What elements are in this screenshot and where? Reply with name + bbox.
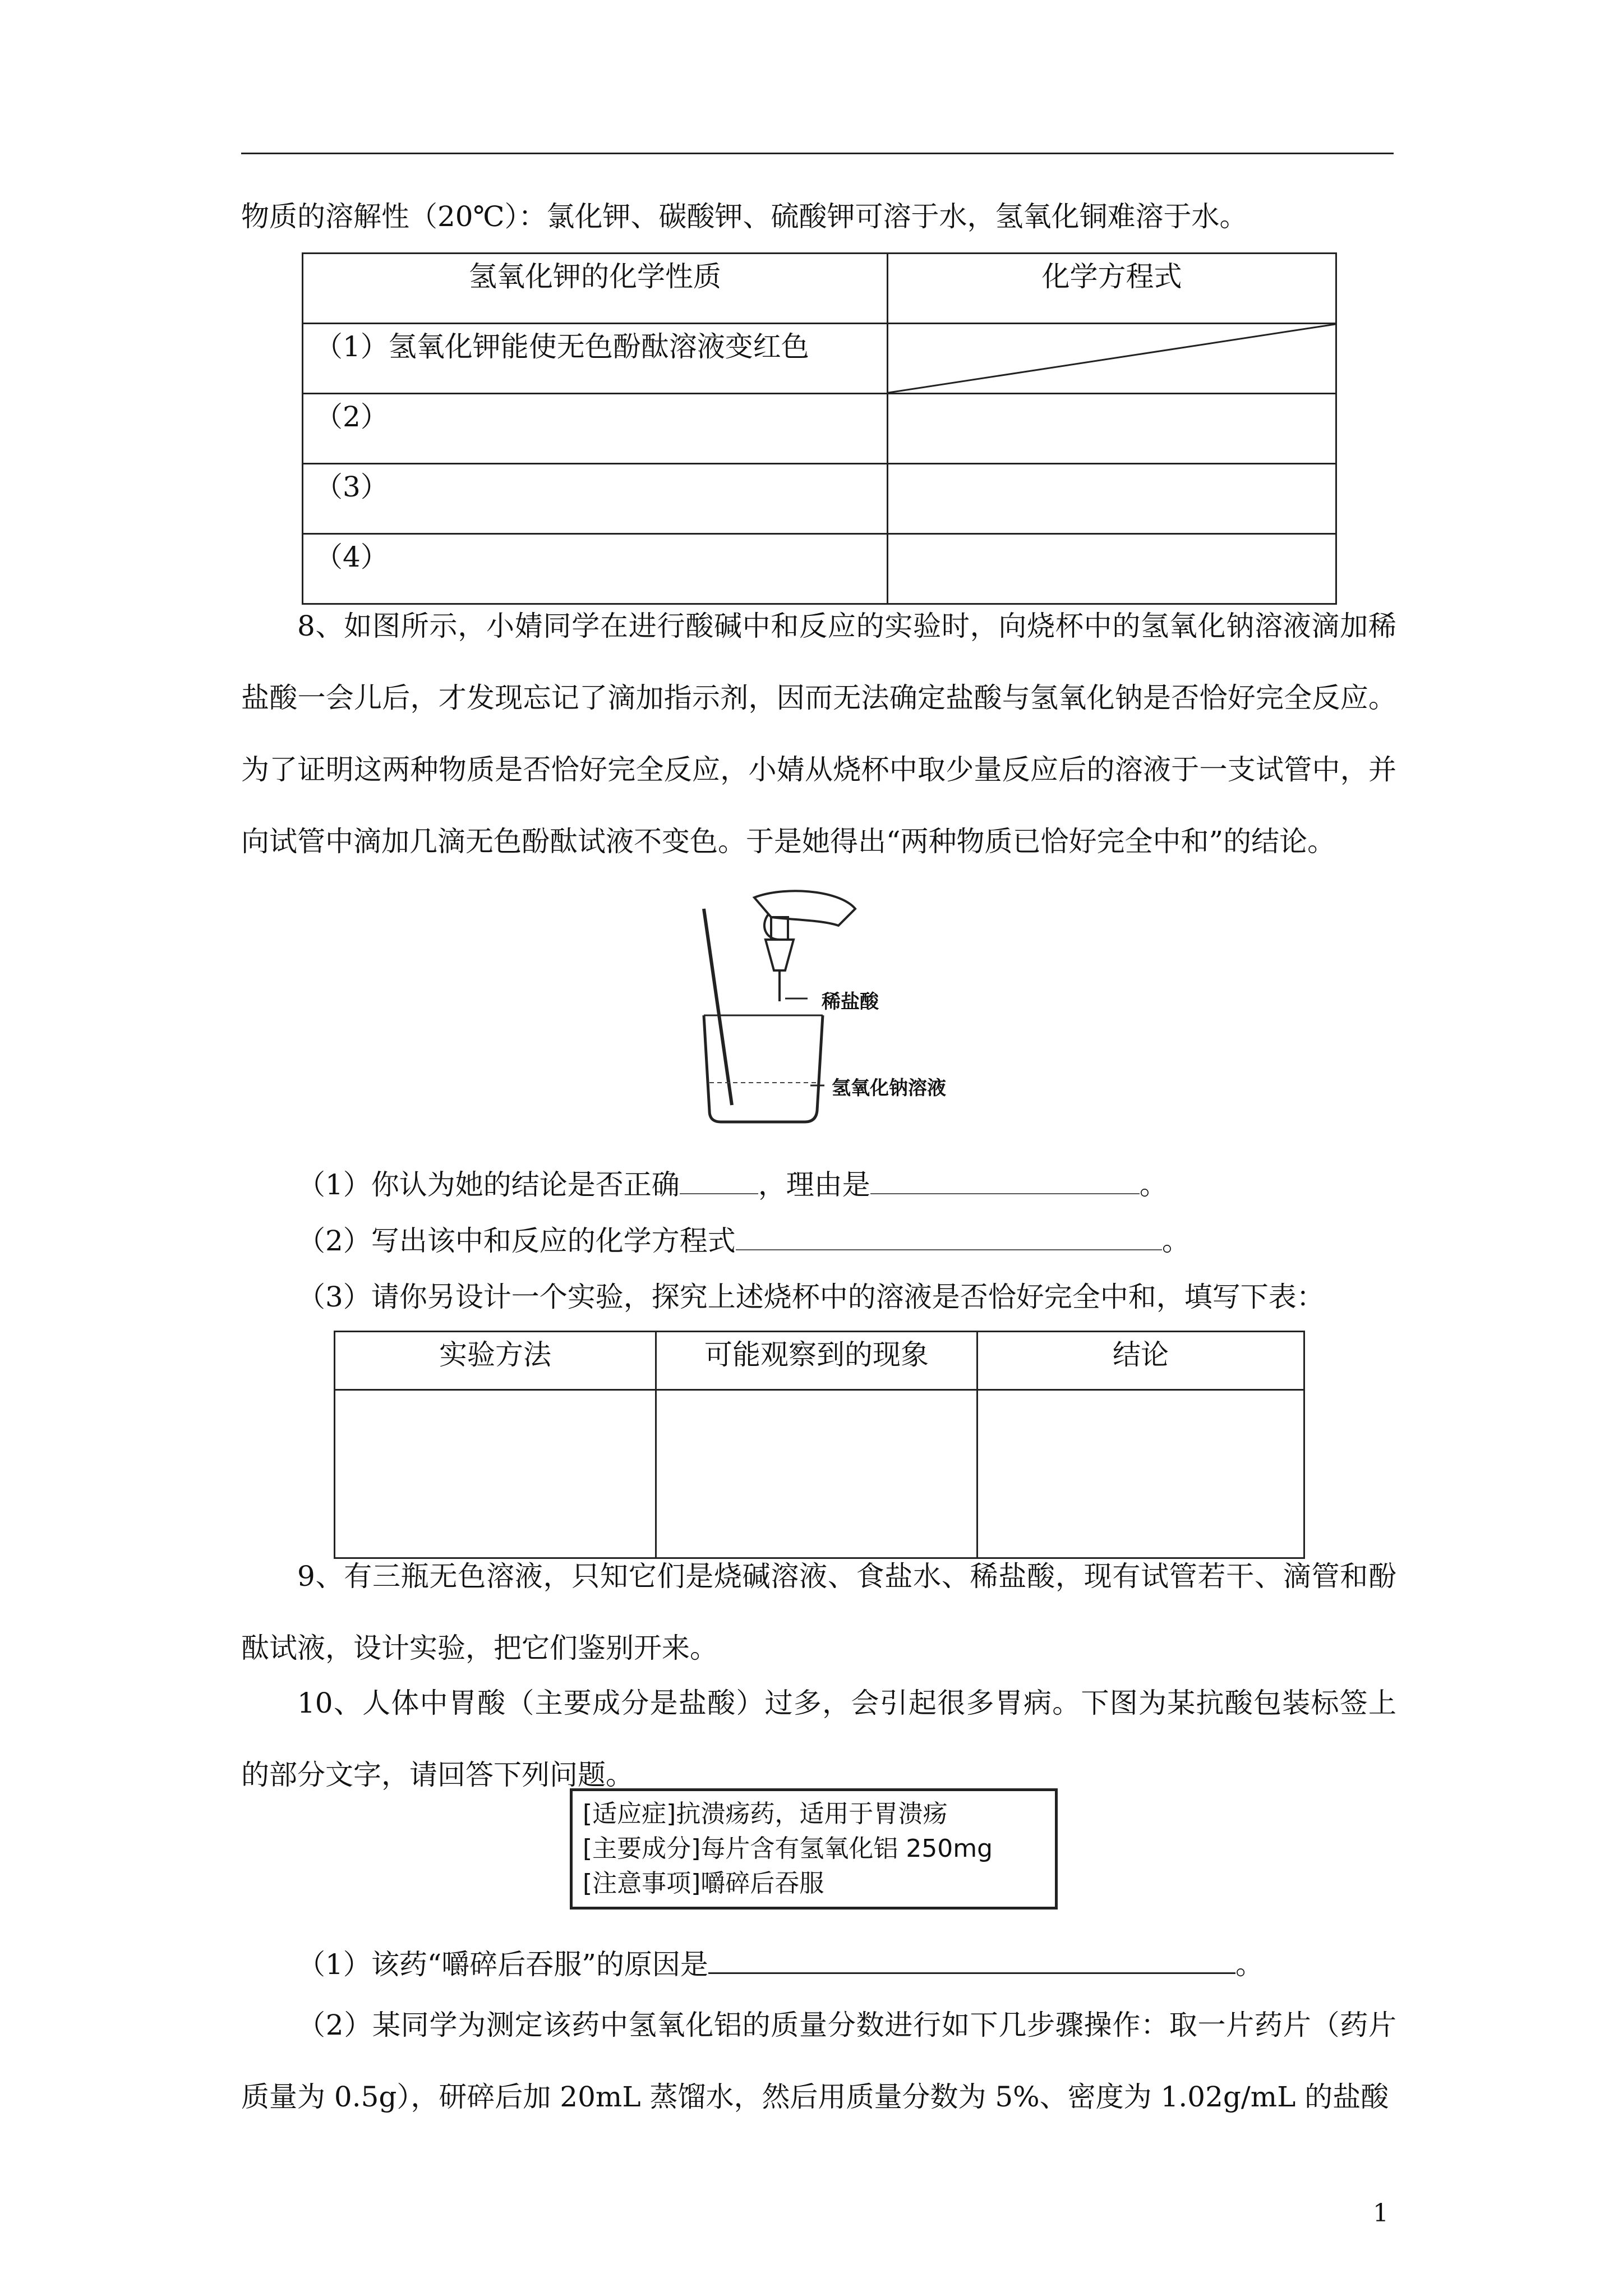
- table2-header-method: 实验方法: [335, 1332, 656, 1390]
- label-line-ingredient: [主要成分]每片含有氢氧化铝 250mg: [583, 1834, 993, 1863]
- answer-blank-equation[interactable]: [736, 1249, 1162, 1250]
- table2-header-phenomenon: 可能观察到的现象: [656, 1332, 978, 1390]
- experiment-table: [334, 1331, 1305, 1559]
- figure-label-acid: 稀盐酸: [822, 991, 879, 1013]
- table2-cell-method[interactable]: [335, 1390, 656, 1558]
- table2-cell-phenomenon[interactable]: [656, 1390, 978, 1558]
- table1-row-3-equation[interactable]: [888, 464, 1336, 534]
- table1-row-2: （2）: [303, 394, 888, 464]
- table1-row-3: （3）: [303, 464, 888, 534]
- question-8-sub-1: （1）你认为她的结论是否正确 ，理由是 。: [297, 1168, 1168, 1201]
- header-rule: [241, 153, 1394, 154]
- table1-row-1: （1）氢氧化钾能使无色酚酞溶液变红色: [303, 324, 888, 394]
- answer-blank-chew-reason[interactable]: [708, 1972, 1235, 1974]
- label-line-notice: [注意事项]嚼碎后吞服: [583, 1869, 824, 1898]
- question-8-sub-2: （2）写出该中和反应的化学方程式 。: [297, 1225, 1190, 1257]
- table2-cell-conclusion[interactable]: [978, 1390, 1304, 1558]
- table1-row-4: （4）: [303, 534, 888, 604]
- answer-blank-correct[interactable]: [680, 1193, 758, 1194]
- hand-icon: [754, 891, 855, 926]
- table1-row-1-equation: [888, 324, 1336, 394]
- question-10-sub-2: （2）某同学为测定该药中氢氧化铝的质量分数进行如下几步骤操作：取一片药片（药片质量为 0.5g），研碎后加 20mL 蒸馏水，然后用质量分数为 5%、密度为 1.02g/mL 的盐酸: [241, 2009, 1396, 2113]
- page-number: 1: [1373, 2199, 1389, 2228]
- table1-header-equation: 化学方程式: [888, 254, 1336, 324]
- figure-label-base: 氢氧化钠溶液: [832, 1077, 946, 1099]
- dropper-icon: [771, 917, 788, 940]
- question-9-text: 9、有三瓶无色溶液，只知它们是烧碱溶液、食盐水、稀盐酸，现有试管若干、滴管和酚酞试液，设计实验，把它们鉴别开来。: [241, 1560, 1396, 1664]
- question-8-text: 8、如图所示，小婧同学在进行酸碱中和反应的实验时，向烧杯中的氢氧化钠溶液滴加稀盐酸一会儿后，才发现忘记了滴加指示剂，因而无法确定盐酸与氢氧化钠是否恰好完全反应。为了证明这两种物质是否恰好完全反应，小婧从烧杯中取少量反应后的溶液于一支试管中，并向试管中滴加几滴无色酚酞试液不变色。于是她得出“两种物质已恰好完全中和”的结论。: [241, 610, 1396, 858]
- question-10-text: 10、人体中胃酸（主要成分是盐酸）过多，会引起很多胃病。下图为某抗酸包装标签上的部分文字，请回答下列问题。: [241, 1687, 1396, 1791]
- properties-table: [302, 252, 1337, 605]
- beaker-figure: [670, 886, 962, 1144]
- table2-header-conclusion: 结论: [978, 1332, 1304, 1390]
- question-8-sub-3: （3）请你另设计一个实验，探究上述烧杯中的溶液是否恰好完全中和，填写下表：: [297, 1281, 1325, 1313]
- table1-row-2-equation[interactable]: [888, 394, 1336, 464]
- table1-header-property: 氢氧化钾的化学性质: [303, 254, 888, 324]
- label-line-indication: [适应症]抗溃疡药，适用于胃溃疡: [583, 1800, 948, 1828]
- medicine-label: [570, 1788, 1058, 1910]
- question-10-sub-1: （1）该药“嚼碎后吞服”的原因是 。: [297, 1948, 1264, 1981]
- diagonal-strike: [888, 324, 1335, 393]
- intro-line: 物质的溶解性（20℃）：氯化钾、碳酸钾、硫酸钾可溶于水，氢氧化铜难溶于水。: [241, 200, 1248, 233]
- answer-blank-reason[interactable]: [870, 1193, 1140, 1194]
